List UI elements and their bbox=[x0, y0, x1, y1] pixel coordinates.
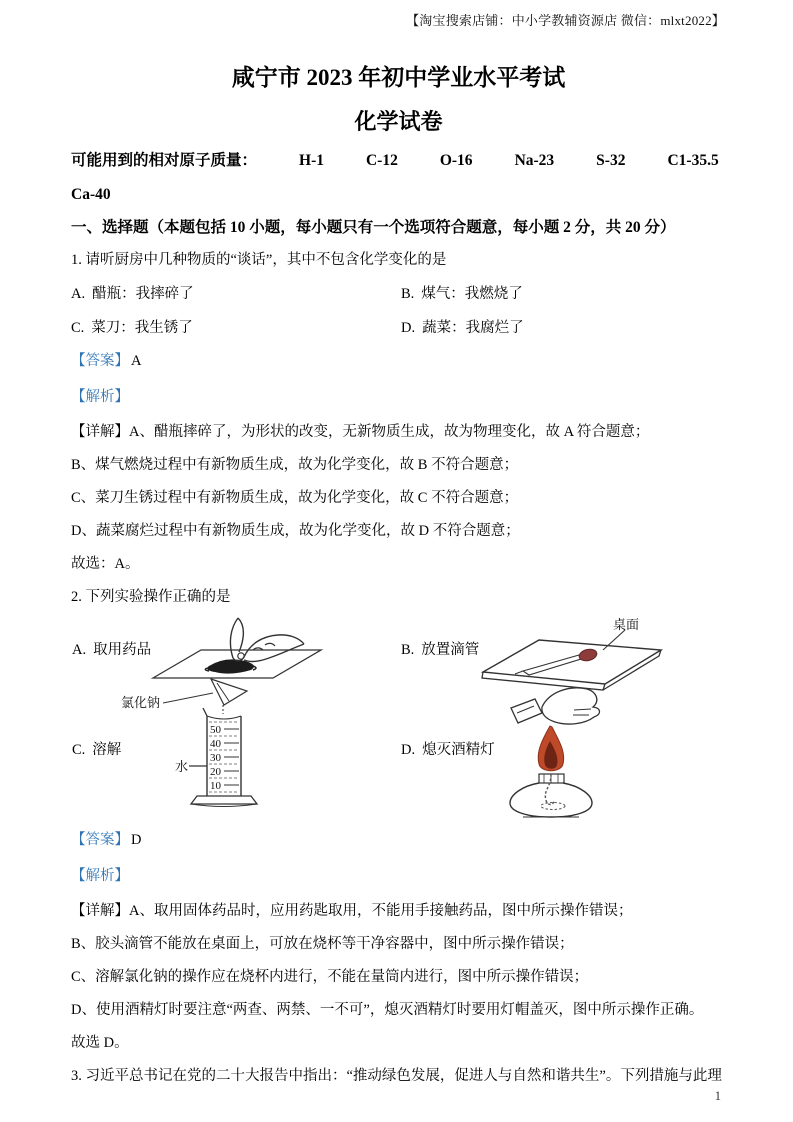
mass-na: Na-23 bbox=[514, 152, 555, 169]
page-number: 1 bbox=[714, 1089, 721, 1103]
desk-label: 桌面 bbox=[613, 617, 640, 632]
section1-heading: 一、选择题（本题包括 10 小题，每小题只有一个选项符合题意，每小题 2 分，共 20 分） bbox=[71, 219, 676, 236]
q2-stem: 2. 下列实验操作正确的是 bbox=[71, 589, 231, 605]
scale-30: 30 bbox=[210, 752, 221, 764]
graduated-cylinder-icon bbox=[119, 676, 327, 818]
q1-option-c bbox=[71, 318, 401, 339]
scale-20: 20 bbox=[210, 766, 221, 778]
q2-detail-line-3: C、溶解氯化钠的操作应在烧杯内进行，不能在量筒内进行，图中所示操作错误； bbox=[71, 969, 589, 985]
q1-option-a bbox=[71, 284, 401, 305]
q2-option-d-text: 熄灭酒精灯 bbox=[422, 742, 495, 758]
mass-h: H-1 bbox=[299, 152, 324, 169]
q2-analysis-tag: 【解析】 bbox=[71, 867, 129, 884]
store-watermark: 【淘宝搜索店铺：中小学教辅资源店 微信：mlxt2022】 bbox=[406, 13, 725, 28]
water-label: 水 bbox=[175, 759, 189, 774]
alcohol-lamp-icon bbox=[481, 680, 617, 818]
page-title: 咸宁市 2023 年初中学业水平考试 bbox=[231, 65, 566, 90]
q2-option-a-label: A. bbox=[72, 642, 87, 658]
q1-option-d-label: D. bbox=[401, 320, 416, 336]
q1-answer-tag: 【答案】 bbox=[71, 353, 129, 369]
q1-option-c-label: C. bbox=[71, 320, 85, 336]
page-subtitle: 化学试卷 bbox=[354, 109, 443, 134]
q2-detail-line-1: 【详解】A、取用固体药品时，应用药匙取用，不能用手接触药品，图中所示操作错误； bbox=[71, 903, 633, 919]
q2-answer-value: D bbox=[131, 832, 142, 848]
q2-detail-line-4: D、使用酒精灯时要注意“两查、两禁、一不可”，熄灭酒精灯时要用灯帽盖灭，图中所示操作正确。 bbox=[71, 1002, 704, 1018]
q2-conclusion: 故选 D。 bbox=[71, 1035, 129, 1051]
q1-option-c-text: 菜刀：我生锈了 bbox=[91, 320, 193, 336]
extinguish-alcohol-lamp-figure bbox=[481, 680, 617, 818]
q1-option-b-text: 煤气：我燃烧了 bbox=[421, 286, 523, 302]
q1-answer-line bbox=[71, 351, 726, 372]
q1-answer-value: A bbox=[131, 353, 142, 369]
q2-option-b bbox=[401, 638, 479, 659]
q1-detail-line-4: D、蔬菜腐烂过程中有新物质生成，故为化学变化，故 D 不符合题意； bbox=[71, 523, 520, 539]
mass-o: O-16 bbox=[439, 152, 473, 169]
q2-option-c bbox=[72, 738, 121, 759]
q1-detail-line-2: B、煤气燃烧过程中有新物质生成，故为化学变化，故 B 不符合题意； bbox=[71, 457, 519, 473]
scale-50: 50 bbox=[210, 724, 221, 736]
q1-option-b bbox=[401, 284, 726, 305]
mass-c: C-12 bbox=[365, 152, 398, 169]
q2-answer-tag: 【答案】 bbox=[71, 832, 129, 848]
q1-detail-line-1: 【详解】A、醋瓶摔碎了，为形状的改变，无新物质生成，故为物理变化，故 A 符合题意； bbox=[71, 424, 650, 440]
atomic-masses-continued: Ca-40 bbox=[71, 186, 111, 203]
q1-option-d bbox=[401, 318, 726, 339]
q2-option-b-label: B. bbox=[401, 642, 415, 658]
q2-option-c-text: 溶解 bbox=[92, 742, 122, 758]
scale-40: 40 bbox=[210, 738, 221, 750]
atomic-masses-label: 可能用到的相对原子质量： bbox=[71, 152, 258, 169]
nacl-label: 氯化钠 bbox=[121, 695, 161, 710]
q1-options bbox=[71, 284, 726, 339]
q1-conclusion: 故选：A。 bbox=[71, 556, 140, 572]
q2-detail-line-2: B、胶头滴管不能放在桌面上，可放在烧杯等干净容器中，图中所示操作错误； bbox=[71, 936, 574, 952]
q1-option-b-label: B. bbox=[401, 286, 415, 302]
q1-option-a-text: 醋瓶：我摔碎了 bbox=[92, 286, 194, 302]
q2-option-c-label: C. bbox=[72, 742, 86, 758]
q3-stem: 3. 习近平总书记在党的二十大报告中指出：“推动绿色发展，促进人与自然和谐共生”。下列措施与此理 bbox=[71, 1068, 722, 1084]
q1-option-d-text: 蔬菜：我腐烂了 bbox=[422, 320, 524, 336]
q1-detail-line-3: C、菜刀生锈过程中有新物质生成，故为化学变化，故 C 不符合题意； bbox=[71, 490, 519, 506]
q2-analysis-line bbox=[71, 866, 726, 887]
atomic-masses-line bbox=[71, 150, 726, 171]
mass-cl: C1-35.5 bbox=[667, 152, 719, 169]
q2-option-a-text: 取用药品 bbox=[93, 642, 152, 658]
q2-option-b-text: 放置滴管 bbox=[421, 642, 480, 658]
scale-10: 10 bbox=[210, 780, 221, 792]
q1-analysis-tag: 【解析】 bbox=[71, 388, 129, 405]
q1-option-a-label: A. bbox=[71, 286, 86, 302]
mass-s: S-32 bbox=[596, 152, 626, 169]
q2-option-d-label: D. bbox=[401, 742, 416, 758]
q2-option-a bbox=[72, 638, 151, 659]
q2-figure-area bbox=[71, 616, 726, 818]
dissolving-in-cylinder-figure bbox=[119, 676, 327, 818]
q1-analysis-line bbox=[71, 387, 726, 408]
q1-stem: 1. 请听厨房中几种物质的“谈话”，其中不包含化学变化的是 bbox=[71, 252, 447, 268]
q2-answer-line bbox=[71, 830, 726, 851]
